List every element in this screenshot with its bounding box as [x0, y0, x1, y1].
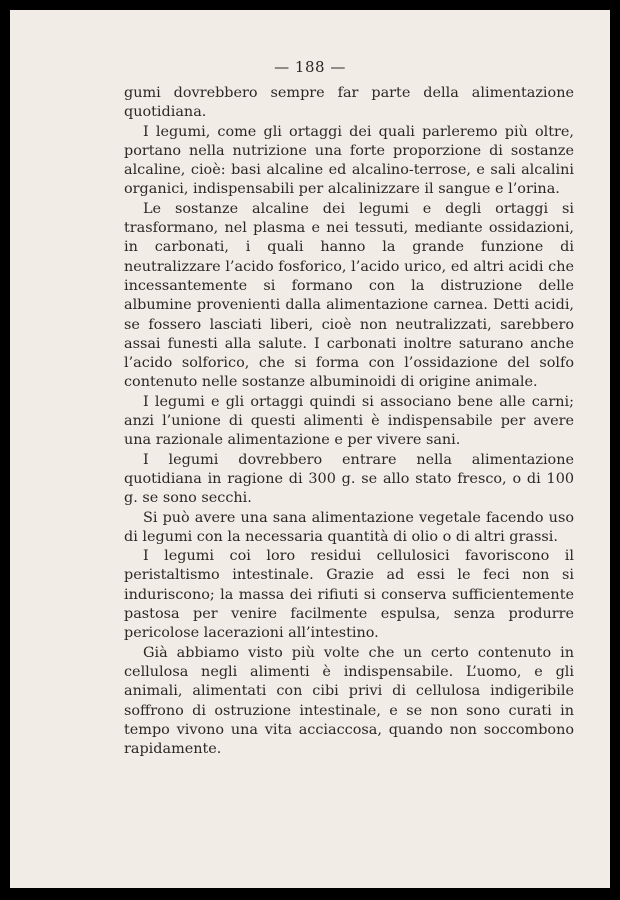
paragraph: Già abbiamo visto più volte che un certo contenuto in cellulosa negli alimenti è indispensabile. L’uomo, e gli animali, alimentati con cibi privi di cellulosa indigeribile soffrono di ostruzione intestinale, e se non sono curati in tempo vivono una vita acciaccosa, quando non soccombono rapidamente.	[124, 644, 574, 758]
book-page	[10, 10, 610, 888]
paragraph: I legumi e gli ortaggi quindi si associano bene alle carni; anzi l’unione di questi alimenti è indispensabile per avere una razionale alimentazione e per vivere sani.	[124, 393, 574, 449]
paragraph: I legumi coi loro residui cellulosici favoriscono il peristaltismo intestinale. Grazie ad essi le feci non si induriscono; la massa dei rifiuti si conserva sufficientemente pastosa per venire facilmente espulsa, senza produrre pericolose lacerazioni all’intestino.	[124, 548, 574, 642]
paragraph: I legumi dovrebbero entrare nella alimentazione quotidiana in ragione di 300 g. se allo stato fresco, o di 100 g. se sono secchi.	[124, 451, 574, 507]
page-number: — 188 —	[274, 58, 346, 76]
paragraph: I legumi, come gli ortaggi dei quali parleremo più oltre, portano nella nutrizione una forte proporzione di sostanze alcaline, cioè: basi alcaline ed alcalino-terrose, e sali alcalini organici, indispensabili per alcalinizzare il sangue e l’orina.	[124, 123, 574, 198]
body-text	[124, 84, 574, 759]
paragraph: Le sostanze alcaline dei legumi e degli ortaggi si trasformano, nel plasma e nei tessuti, mediante ossidazioni, in carbonati, i quali hanno la grande funzione di neutralizzare l’acido fosforico, l’acido urico, ed altri acidi che incessantemente si formano con la distruzione delle albumine provenienti dalla alimentazione carnea. Detti acidi, se fossero lasciati liberi, cioè non neutralizzati, sarebbero assai funesti alla salute. I carbonati inoltre saturano anche l’acido solforico, che si forma con l’ossidazione del solfo contenuto nelle sostanze albuminoidi di origine animale.	[124, 200, 574, 391]
paragraph-continuation: gumi dovrebbero sempre far parte della alimentazione quotidiana.	[124, 85, 574, 121]
paragraph: Si può avere una sana alimentazione vegetale facendo uso di legumi con la necessaria quantità di olio o di altri grassi.	[124, 509, 574, 545]
